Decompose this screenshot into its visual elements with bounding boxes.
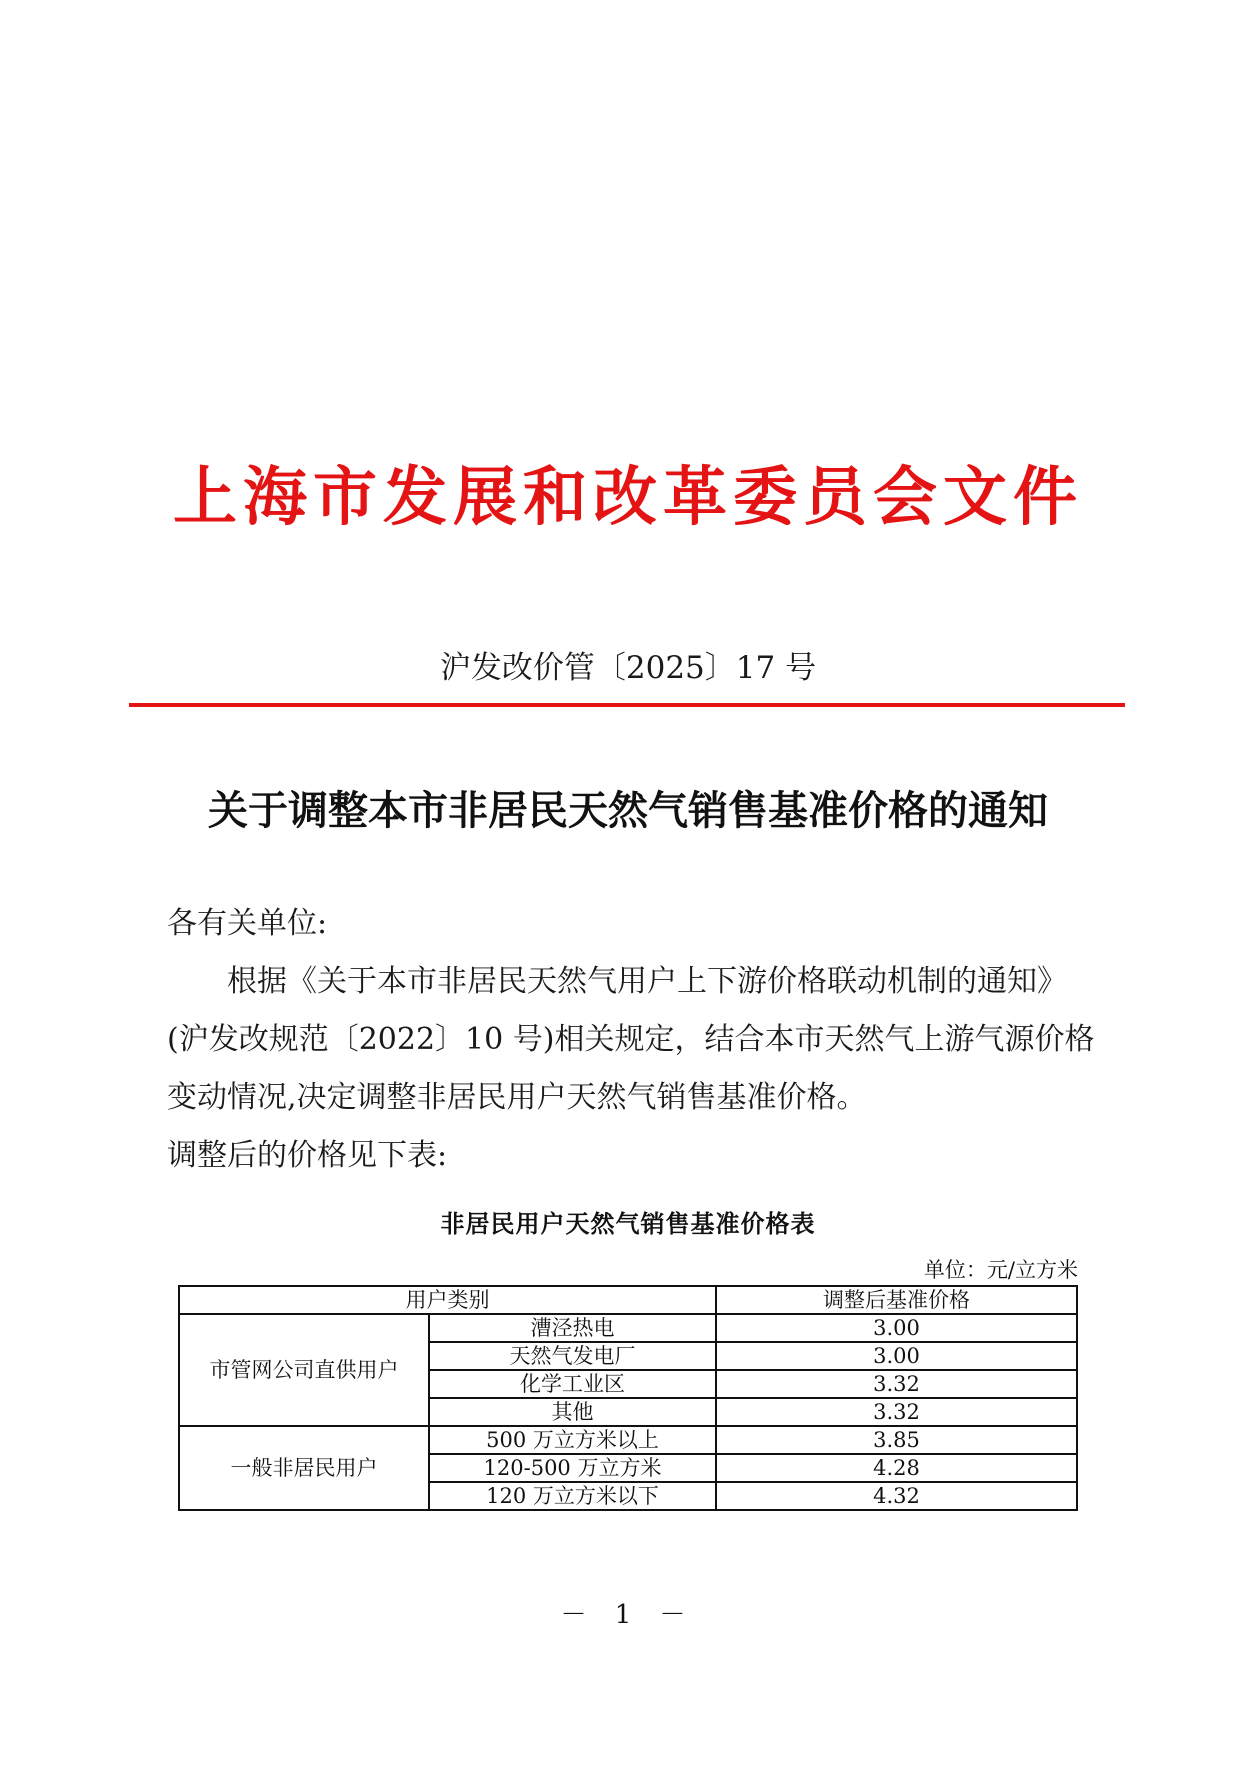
unit-note: 单位：元/立方米 xyxy=(923,1258,1078,1282)
row-label: 120 万立方米以下 xyxy=(429,1482,716,1510)
row-price: 3.00 xyxy=(716,1342,1077,1370)
row-price: 3.32 xyxy=(716,1370,1077,1398)
row-price: 3.85 xyxy=(716,1426,1077,1454)
row-price: 4.32 xyxy=(716,1482,1077,1510)
row-label: 120-500 万立方米 xyxy=(429,1454,716,1482)
table-row xyxy=(179,1426,1077,1454)
table-row xyxy=(179,1314,1077,1342)
header-price: 调整后基准价格 xyxy=(716,1286,1077,1314)
row-price: 3.00 xyxy=(716,1314,1077,1342)
notice-title: 关于调整本市非居民天然气销售基准价格的通知 xyxy=(208,787,1048,834)
notice-body xyxy=(167,895,1102,1185)
salutation: 各有关单位: xyxy=(167,906,328,941)
agency-header-title: 上海市发展和改革委员会文件 xyxy=(173,460,1083,535)
row-label: 其他 xyxy=(429,1398,716,1426)
header-divider xyxy=(129,703,1125,707)
document-number: 沪发改价管〔2025〕17 号 xyxy=(439,650,817,686)
body-paragraph: 调整后的价格见下表: xyxy=(167,1138,448,1173)
table-header-row xyxy=(179,1286,1077,1314)
group-name: 市管网公司直供用户 xyxy=(179,1314,429,1426)
row-price: 4.28 xyxy=(716,1454,1077,1482)
page-number: － 1 － xyxy=(560,1600,696,1630)
row-label: 天然气发电厂 xyxy=(429,1342,716,1370)
row-label: 500 万立方米以上 xyxy=(429,1426,716,1454)
row-label: 化学工业区 xyxy=(429,1370,716,1398)
row-price: 3.32 xyxy=(716,1398,1077,1426)
row-label: 漕泾热电 xyxy=(429,1314,716,1342)
table-title: 非居民用户天然气销售基准价格表 xyxy=(440,1209,816,1238)
header-category: 用户类别 xyxy=(179,1286,716,1314)
group-name: 一般非居民用户 xyxy=(179,1426,429,1510)
body-paragraph: 根据《关于本市非居民天然气用户上下游价格联动机制的通知》(沪发改规范〔2022〕10 号)相关规定，结合本市天然气上游气源价格变动情况,决定调整非居民用户天然气销售基准价格。 xyxy=(167,964,1095,1115)
price-table xyxy=(178,1285,1078,1511)
